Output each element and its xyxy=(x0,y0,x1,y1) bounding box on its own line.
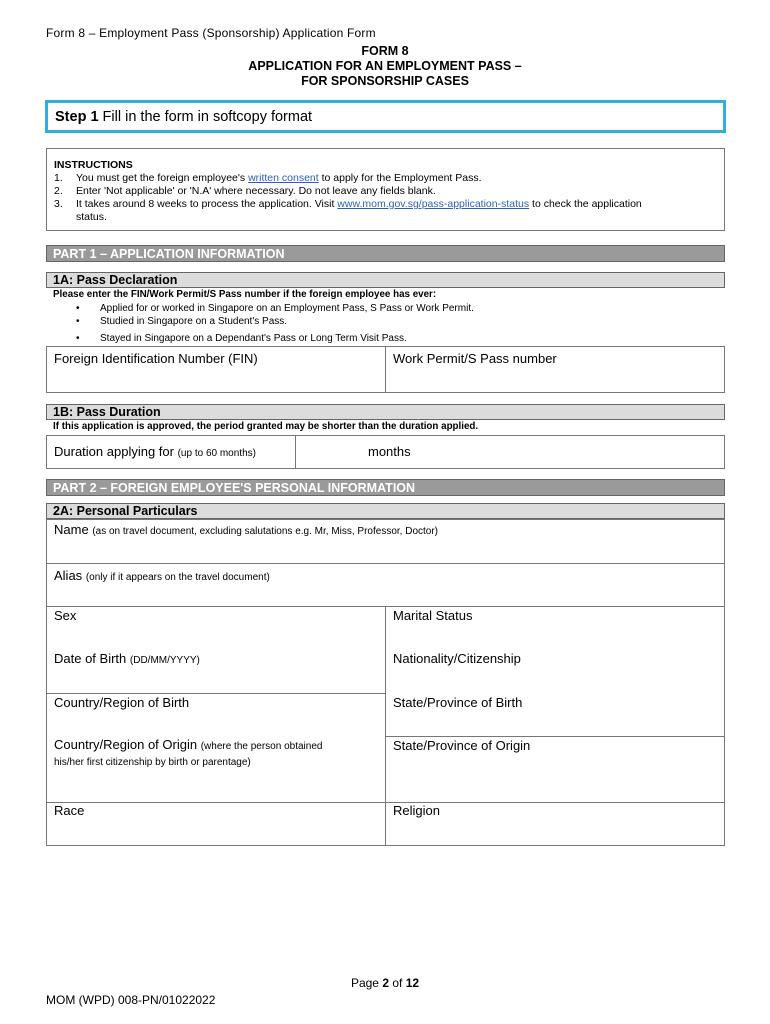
fin-field[interactable] xyxy=(46,346,386,393)
form-code: MOM (WPD) 008-PN/01022022 xyxy=(46,993,216,1007)
country-of-origin-hint: his/her first citizenship by birth or parentage) xyxy=(54,757,251,768)
instructions-box xyxy=(46,148,725,231)
form-title-line-1: APPLICATION FOR AN EMPLOYMENT PASS – xyxy=(248,59,522,73)
race-field[interactable]: Race xyxy=(54,803,85,818)
grid-divider xyxy=(385,606,386,846)
religion-field[interactable]: Religion xyxy=(393,803,440,818)
fin-label: Foreign Identification Number (FIN) xyxy=(54,351,258,366)
state-of-origin-field[interactable]: State/Province of Origin xyxy=(393,738,531,753)
form-number: FORM 8 xyxy=(361,44,409,58)
instruction-text: Enter 'Not applicable' or 'N.A' where necessary. Do not leave any fields blank. xyxy=(76,185,436,197)
name-hint: (as on travel document, excluding salutations e.g. Mr, Miss, Professor, Doctor) xyxy=(92,526,439,537)
bullet-icon: • xyxy=(76,303,80,314)
instruction-text: You must get the foreign employee's xyxy=(76,172,246,184)
alias-label: Alias xyxy=(54,568,83,583)
marital-status-field[interactable]: Marital Status xyxy=(393,608,473,623)
instruction-item xyxy=(54,198,724,224)
dob-hint: (DD/MM/YYYY) xyxy=(129,655,200,666)
instruction-text: to apply for the Employment Pass. xyxy=(321,172,482,184)
grid-divider xyxy=(46,802,725,803)
section-1b-header: 1B: Pass Duration xyxy=(46,404,725,420)
country-of-origin-label: Country/Region of Origin xyxy=(54,737,198,752)
work-permit-field[interactable] xyxy=(385,346,725,393)
alias-field[interactable] xyxy=(46,563,725,607)
step-1-box xyxy=(45,100,726,133)
part-1-header: PART 1 – APPLICATION INFORMATION xyxy=(46,245,725,262)
step-1-text: Fill in the form in softcopy format xyxy=(102,109,313,125)
instruction-number: 2. xyxy=(54,185,63,197)
pass-history-list xyxy=(76,302,474,345)
dob-field[interactable] xyxy=(54,651,200,666)
page-number: Page 2 of 12 xyxy=(350,976,420,990)
alias-hint: (only if it appears on the travel document) xyxy=(85,572,270,583)
bullet-icon: • xyxy=(76,316,80,328)
duration-label: Duration applying for xyxy=(54,444,174,459)
form-title-line-2: FOR SPONSORSHIP CASES xyxy=(301,74,469,88)
duration-hint: (up to 60 months) xyxy=(177,448,256,459)
part-2-header: PART 2 – FOREIGN EMPLOYEE'S PERSONAL INFORMATION xyxy=(46,479,725,496)
work-permit-label: Work Permit/S Pass number xyxy=(393,351,557,366)
country-of-origin-field[interactable] xyxy=(54,738,322,770)
written-consent-link[interactable]: written consent xyxy=(248,172,319,184)
grid-divider xyxy=(385,736,725,737)
duration-label-cell xyxy=(46,435,296,469)
section-1a-note: Please enter the FIN/Work Permit/S Pass number if the foreign employee has ever: xyxy=(53,289,437,300)
list-item: • Applied for or worked in Singapore on an Employment Pass, S Pass or Work Permit. xyxy=(76,303,474,314)
bullet-icon: • xyxy=(76,332,80,344)
sex-field[interactable]: Sex xyxy=(54,608,77,623)
duration-unit: months xyxy=(368,444,411,459)
dob-label: Date of Birth xyxy=(54,651,127,666)
name-label: Name xyxy=(54,522,89,537)
document-header-title: Form 8 – Employment Pass (Sponsorship) Application Form xyxy=(46,26,376,40)
pass-application-status-link[interactable]: www.mom.gov.sg/pass-application-status xyxy=(337,198,530,210)
section-1b-note: If this application is approved, the period granted may be shorter than the duration applied. xyxy=(53,421,479,432)
instructions-heading: INSTRUCTIONS xyxy=(54,159,133,171)
section-1a-header: 1A: Pass Declaration xyxy=(46,272,725,288)
list-item: • Studied in Singapore on a Student's Pass. xyxy=(76,316,288,328)
duration-input[interactable] xyxy=(295,435,725,469)
country-of-origin-hint: (where the person obtained xyxy=(200,741,323,752)
nationality-field[interactable]: Nationality/Citizenship xyxy=(393,651,521,666)
instruction-item xyxy=(54,172,724,185)
state-of-birth-field[interactable]: State/Province of Birth xyxy=(393,695,523,710)
instruction-text: It takes around 8 weeks to process the application. Visit xyxy=(76,198,335,210)
grid-divider xyxy=(46,693,386,694)
instruction-text: status. xyxy=(76,211,107,223)
step-1-label: Step 1 xyxy=(55,109,99,125)
instruction-item xyxy=(54,185,724,198)
instruction-text: to check the application xyxy=(532,198,642,210)
instruction-number: 1. xyxy=(54,172,63,184)
list-item: • Stayed in Singapore on a Dependant's Pass or Long Term Visit Pass. xyxy=(76,332,407,344)
country-of-birth-field[interactable]: Country/Region of Birth xyxy=(54,695,190,710)
instruction-number: 3. xyxy=(54,198,63,210)
section-2a-header: 2A: Personal Particulars xyxy=(46,503,725,519)
name-field[interactable] xyxy=(46,519,725,564)
